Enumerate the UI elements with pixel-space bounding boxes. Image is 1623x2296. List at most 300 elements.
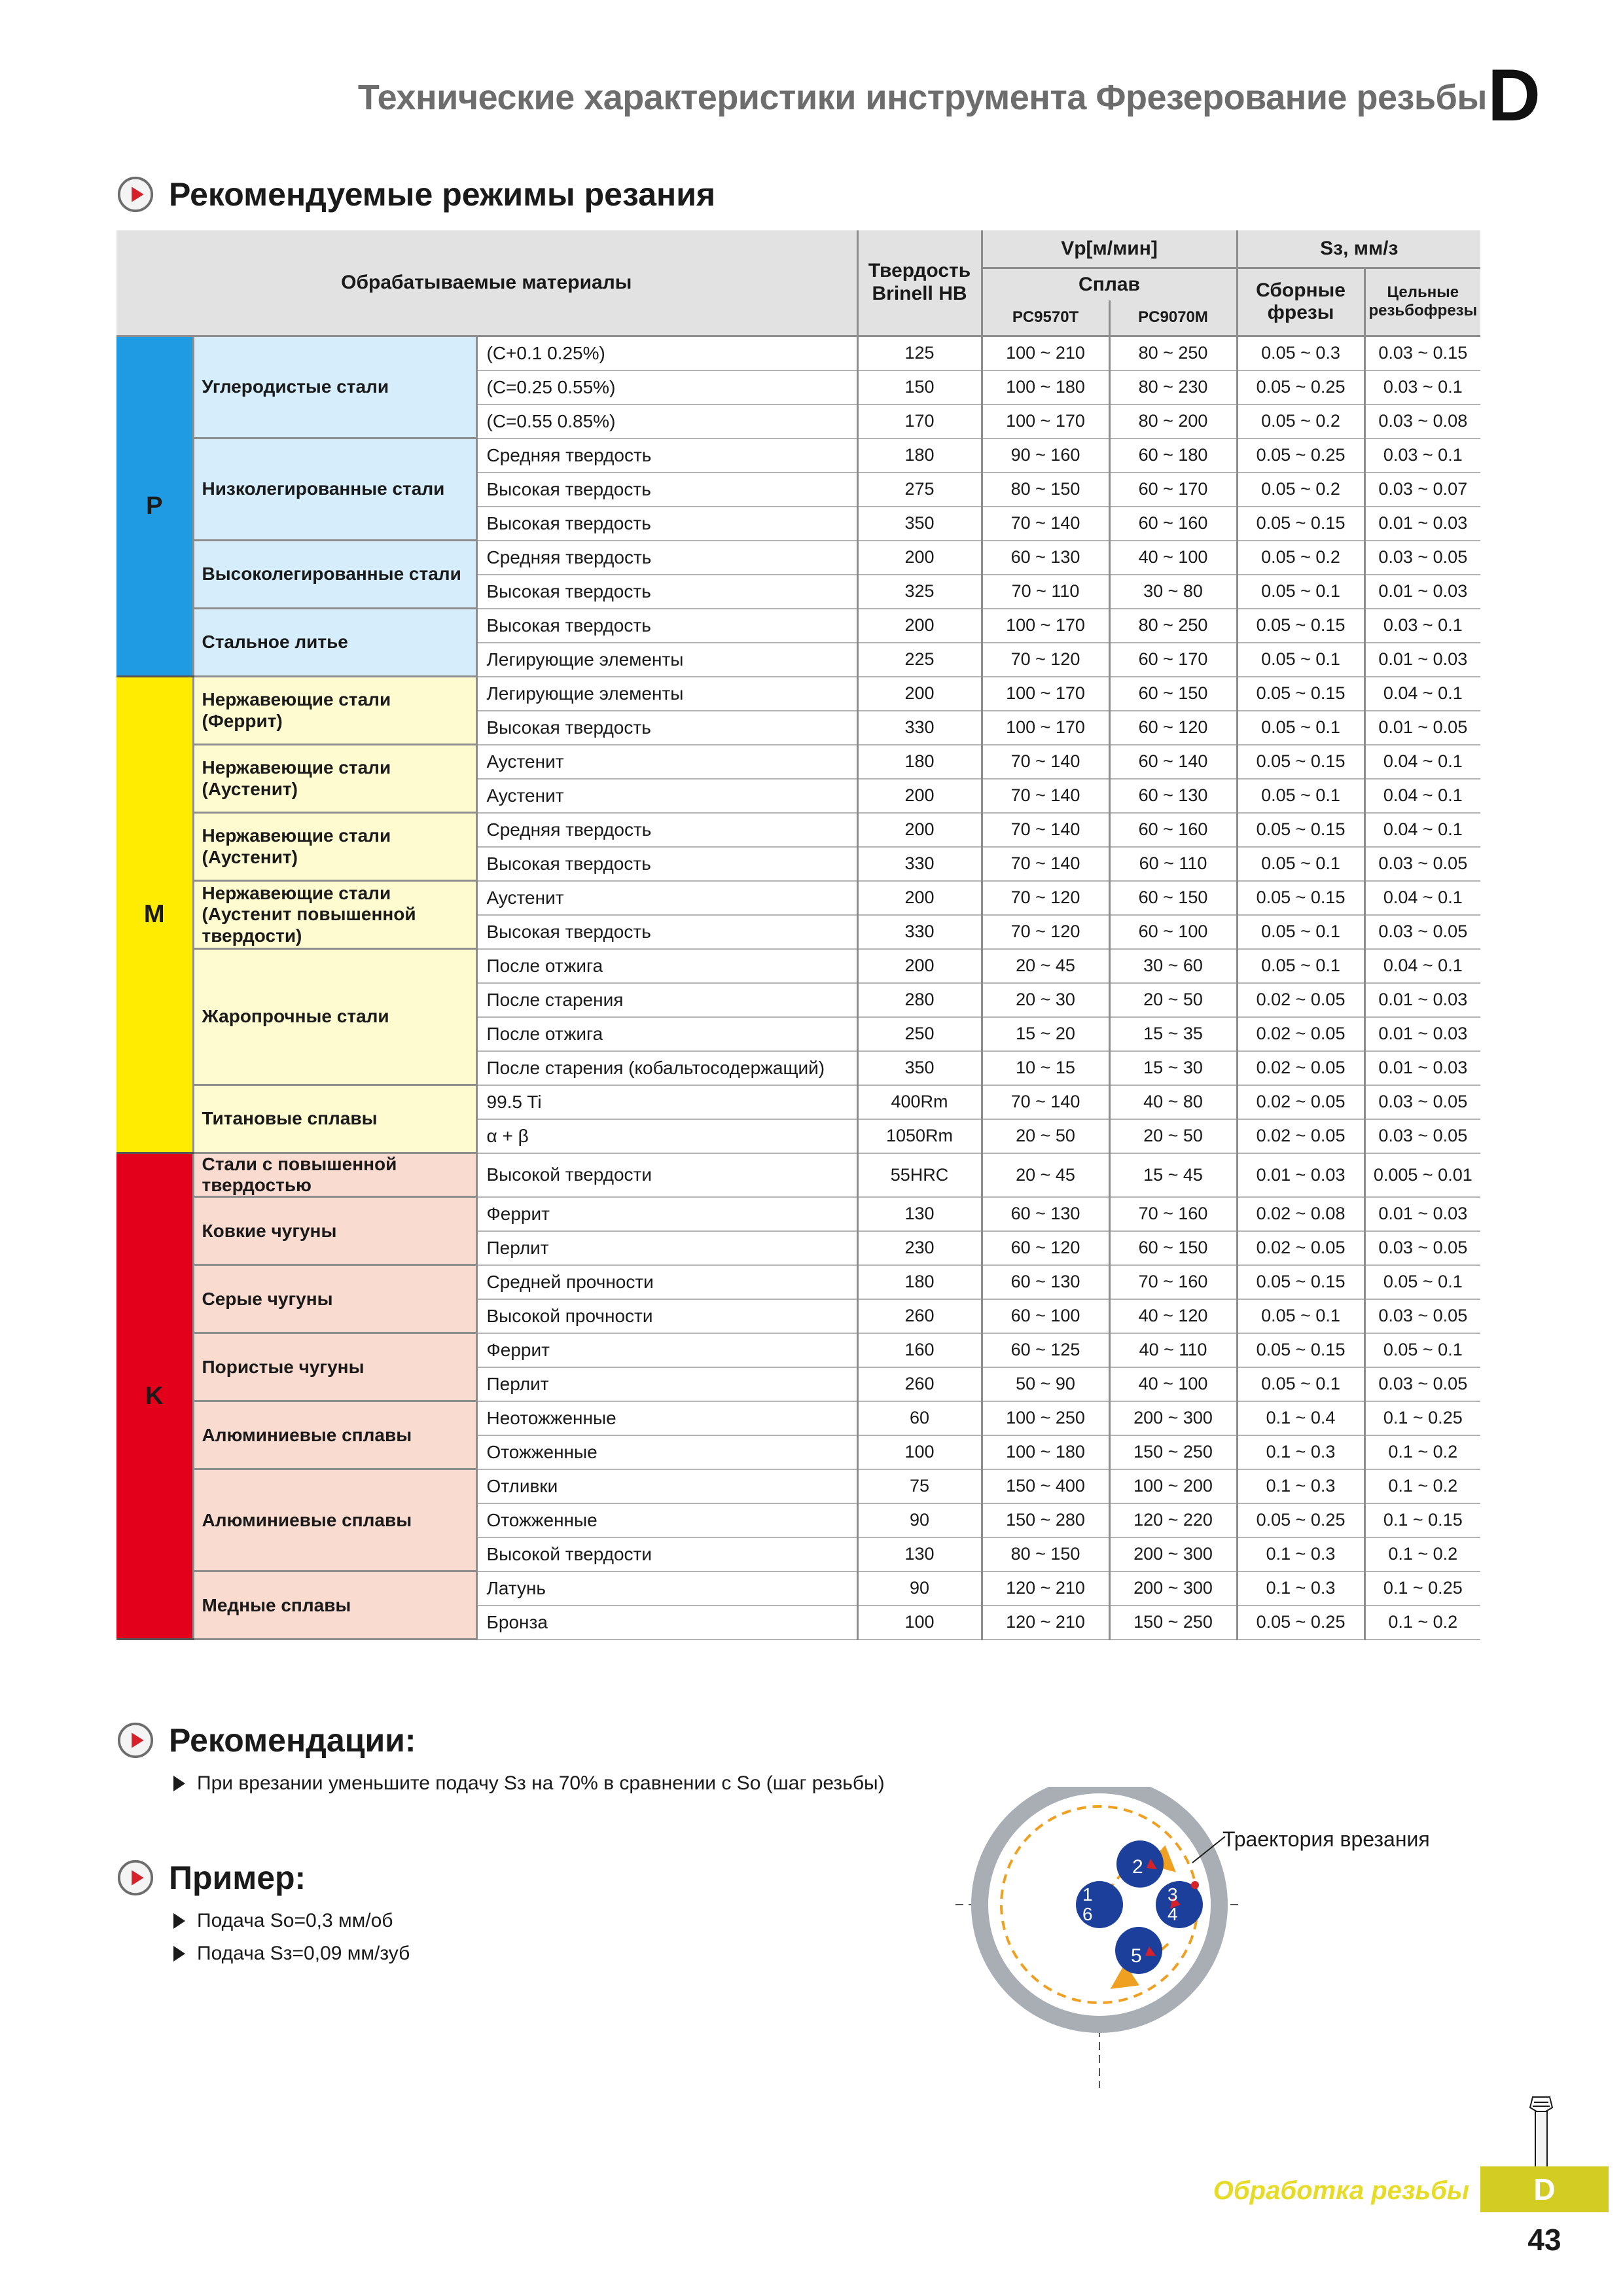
sz-solid-cell: 0.01 ~ 0.03 <box>1364 1017 1480 1051</box>
sz-assembled-cell: 0.05 ~ 0.3 <box>1237 336 1364 370</box>
condition-cell: Средняя твердость <box>476 541 857 575</box>
list-item <box>173 1937 410 1970</box>
table-row <box>116 1265 1480 1299</box>
header-sz: Sз, мм/з <box>1237 230 1480 268</box>
page-number: 43 <box>1527 2223 1561 2257</box>
hardness-cell: 100 <box>857 1605 982 1640</box>
table-row <box>116 1401 1480 1435</box>
vp-pc9570t-cell: 150 ~ 400 <box>982 1469 1109 1503</box>
vp-pc9070m-cell: 40 ~ 110 <box>1109 1333 1237 1367</box>
condition-cell: Легирующие элементы <box>476 643 857 677</box>
sz-assembled-cell: 0.02 ~ 0.05 <box>1237 1119 1364 1153</box>
vp-pc9070m-cell: 60 ~ 150 <box>1109 1231 1237 1265</box>
sz-solid-cell: 0.03 ~ 0.1 <box>1364 439 1480 473</box>
recommendation-text: При врезании уменьшите подачу Sз на 70% в сравнении с So (шаг резьбы) <box>197 1772 885 1794</box>
sz-solid-cell: 0.03 ~ 0.05 <box>1364 1367 1480 1401</box>
entry-trajectory-diagram <box>942 1787 1531 2094</box>
sz-assembled-cell: 0.05 ~ 0.1 <box>1237 575 1364 609</box>
vp-pc9070m-cell: 20 ~ 50 <box>1109 1119 1237 1153</box>
sz-solid-cell: 0.03 ~ 0.05 <box>1364 541 1480 575</box>
sz-solid-cell: 0.03 ~ 0.08 <box>1364 404 1480 439</box>
vp-pc9570t-cell: 100 ~ 180 <box>982 370 1109 404</box>
sz-solid-cell: 0.03 ~ 0.15 <box>1364 336 1480 370</box>
hardness-cell: 170 <box>857 404 982 439</box>
vp-pc9570t-cell: 60 ~ 130 <box>982 541 1109 575</box>
sz-solid-cell: 0.03 ~ 0.05 <box>1364 1299 1480 1333</box>
hardness-cell: 180 <box>857 745 982 779</box>
recommendations-list <box>173 1767 885 1800</box>
vp-pc9070m-cell: 60 ~ 180 <box>1109 439 1237 473</box>
material-name: Алюминиевые сплавы <box>193 1401 476 1469</box>
vp-pc9570t-cell: 100 ~ 170 <box>982 711 1109 745</box>
condition-cell: Высокая твердость <box>476 609 857 643</box>
vp-pc9570t-cell: 120 ~ 210 <box>982 1605 1109 1640</box>
sz-assembled-cell: 0.02 ~ 0.05 <box>1237 1085 1364 1119</box>
sz-assembled-cell: 0.05 ~ 0.15 <box>1237 507 1364 541</box>
sz-assembled-cell: 0.05 ~ 0.25 <box>1237 370 1364 404</box>
sz-assembled-cell: 0.05 ~ 0.25 <box>1237 439 1364 473</box>
hardness-cell: 90 <box>857 1503 982 1537</box>
table-row <box>116 1571 1480 1605</box>
position-label: 3 <box>1168 1884 1178 1905</box>
vp-pc9070m-cell: 200 ~ 300 <box>1109 1537 1237 1571</box>
vp-pc9070m-cell: 120 ~ 220 <box>1109 1503 1237 1537</box>
vp-pc9070m-cell: 60 ~ 170 <box>1109 643 1237 677</box>
vp-pc9570t-cell: 80 ~ 150 <box>982 473 1109 507</box>
hardness-cell: 200 <box>857 541 982 575</box>
vp-pc9570t-cell: 20 ~ 45 <box>982 1153 1109 1197</box>
vp-pc9070m-cell: 40 ~ 100 <box>1109 1367 1237 1401</box>
vp-pc9570t-cell: 50 ~ 90 <box>982 1367 1109 1401</box>
material-name: Ковкие чугуны <box>193 1197 476 1265</box>
material-name: Жаропрочные стали <box>193 949 476 1085</box>
condition-cell: 99.5 Ti <box>476 1085 857 1119</box>
table-row <box>116 1153 1480 1197</box>
table-row <box>116 1469 1480 1503</box>
vp-pc9570t-cell: 100 ~ 170 <box>982 677 1109 711</box>
vp-pc9070m-cell: 80 ~ 250 <box>1109 336 1237 370</box>
sz-assembled-cell: 0.05 ~ 0.15 <box>1237 881 1364 915</box>
condition-cell: Высокая твердость <box>476 915 857 949</box>
sz-assembled-cell: 0.05 ~ 0.15 <box>1237 813 1364 847</box>
vp-pc9070m-cell: 60 ~ 160 <box>1109 813 1237 847</box>
header-materials: Обрабатываемые материалы <box>116 230 857 336</box>
hardness-cell: 350 <box>857 1051 982 1085</box>
sz-solid-cell: 0.1 ~ 0.15 <box>1364 1503 1480 1537</box>
material-name: Нержавеющие стали (Аустенит повышенной твердости) <box>193 881 476 949</box>
vp-pc9570t-cell: 100 ~ 250 <box>982 1401 1109 1435</box>
vp-pc9070m-cell: 40 ~ 120 <box>1109 1299 1237 1333</box>
table-row <box>116 1197 1480 1231</box>
sz-solid-cell: 0.04 ~ 0.1 <box>1364 745 1480 779</box>
hardness-cell: 350 <box>857 507 982 541</box>
footer-section-label: Обработка резьбы <box>1213 2176 1469 2205</box>
condition-cell: Аустенит <box>476 745 857 779</box>
vp-pc9570t-cell: 70 ~ 140 <box>982 507 1109 541</box>
vp-pc9570t-cell: 60 ~ 125 <box>982 1333 1109 1367</box>
condition-cell: (C+0.1 0.25%) <box>476 336 857 370</box>
hardness-cell: 1050Rm <box>857 1119 982 1153</box>
sz-assembled-cell: 0.05 ~ 0.15 <box>1237 1333 1364 1367</box>
hardness-cell: 330 <box>857 847 982 881</box>
material-name: Титановые сплавы <box>193 1085 476 1153</box>
vp-pc9070m-cell: 80 ~ 250 <box>1109 609 1237 643</box>
hardness-cell: 75 <box>857 1469 982 1503</box>
vp-pc9570t-cell: 80 ~ 150 <box>982 1537 1109 1571</box>
sz-assembled-cell: 0.1 ~ 0.3 <box>1237 1469 1364 1503</box>
vp-pc9570t-cell: 100 ~ 210 <box>982 336 1109 370</box>
vp-pc9570t-cell: 70 ~ 140 <box>982 847 1109 881</box>
vp-pc9070m-cell: 70 ~ 160 <box>1109 1265 1237 1299</box>
sz-assembled-cell: 0.05 ~ 0.2 <box>1237 541 1364 575</box>
condition-cell: Высокая твердость <box>476 473 857 507</box>
example-text: Подача Sз=0,09 мм/зуб <box>197 1943 410 1964</box>
vp-pc9070m-cell: 60 ~ 110 <box>1109 847 1237 881</box>
sz-assembled-cell: 0.05 ~ 0.1 <box>1237 1367 1364 1401</box>
section-letter: D <box>1488 54 1541 136</box>
position-label: 2 <box>1132 1856 1143 1878</box>
hardness-cell: 200 <box>857 949 982 983</box>
sz-solid-cell: 0.1 ~ 0.25 <box>1364 1401 1480 1435</box>
sz-solid-cell: 0.03 ~ 0.05 <box>1364 1085 1480 1119</box>
material-group-label: K <box>116 1153 193 1640</box>
sz-assembled-cell: 0.05 ~ 0.25 <box>1237 1503 1364 1537</box>
bullet-icon <box>173 1946 185 1962</box>
header-alloy: Сплав <box>982 268 1237 300</box>
table-row <box>116 1085 1480 1119</box>
hardness-cell: 150 <box>857 370 982 404</box>
position-label: 6 <box>1082 1904 1093 1924</box>
hardness-cell: 280 <box>857 983 982 1017</box>
sz-solid-cell: 0.01 ~ 0.03 <box>1364 575 1480 609</box>
play-circle-icon <box>116 1721 154 1759</box>
list-item <box>173 1767 885 1800</box>
vp-pc9570t-cell: 10 ~ 15 <box>982 1051 1109 1085</box>
sz-solid-cell: 0.03 ~ 0.05 <box>1364 1119 1480 1153</box>
vp-pc9570t-cell: 90 ~ 160 <box>982 439 1109 473</box>
sz-solid-cell: 0.01 ~ 0.03 <box>1364 507 1480 541</box>
vp-pc9070m-cell: 15 ~ 45 <box>1109 1153 1237 1197</box>
material-name: Пористые чугуны <box>193 1333 476 1401</box>
material-name: Алюминиевые сплавы <box>193 1469 476 1571</box>
sz-solid-cell: 0.03 ~ 0.07 <box>1364 473 1480 507</box>
material-group-label: M <box>116 677 193 1153</box>
vp-pc9070m-cell: 80 ~ 200 <box>1109 404 1237 439</box>
table-row <box>116 609 1480 643</box>
vp-pc9570t-cell: 100 ~ 170 <box>982 609 1109 643</box>
sz-assembled-cell: 0.1 ~ 0.3 <box>1237 1571 1364 1605</box>
table-row <box>116 677 1480 711</box>
vp-pc9070m-cell: 60 ~ 130 <box>1109 779 1237 813</box>
section-example <box>116 1859 306 1897</box>
condition-cell: Отожженные <box>476 1503 857 1537</box>
header-assembled: Сборные фрезы <box>1237 268 1364 336</box>
table-row <box>116 881 1480 915</box>
vp-pc9570t-cell: 70 ~ 140 <box>982 779 1109 813</box>
hardness-cell: 225 <box>857 643 982 677</box>
hardness-cell: 400Rm <box>857 1085 982 1119</box>
material-group-label: P <box>116 336 193 677</box>
hardness-cell: 180 <box>857 1265 982 1299</box>
condition-cell: Высокая твердость <box>476 847 857 881</box>
vp-pc9570t-cell: 60 ~ 130 <box>982 1197 1109 1231</box>
section-recommendations <box>116 1721 416 1759</box>
vp-pc9070m-cell: 20 ~ 50 <box>1109 983 1237 1017</box>
hardness-cell: 200 <box>857 677 982 711</box>
list-item <box>173 1905 410 1937</box>
section-title: Рекомендации: <box>169 1722 416 1759</box>
vp-pc9070m-cell: 70 ~ 160 <box>1109 1197 1237 1231</box>
material-name: Стали с повышенной твердостью <box>193 1153 476 1197</box>
vp-pc9570t-cell: 70 ~ 110 <box>982 575 1109 609</box>
hardness-cell: 55HRC <box>857 1153 982 1197</box>
material-name: Нержавеющие стали (Аустенит) <box>193 813 476 881</box>
hardness-cell: 200 <box>857 779 982 813</box>
vp-pc9070m-cell: 60 ~ 150 <box>1109 881 1237 915</box>
vp-pc9570t-cell: 20 ~ 50 <box>982 1119 1109 1153</box>
vp-pc9070m-cell: 60 ~ 120 <box>1109 711 1237 745</box>
sz-solid-cell: 0.03 ~ 0.1 <box>1364 370 1480 404</box>
sz-assembled-cell: 0.05 ~ 0.1 <box>1237 949 1364 983</box>
page-header <box>0 54 1546 137</box>
sz-assembled-cell: 0.05 ~ 0.1 <box>1237 915 1364 949</box>
sz-solid-cell: 0.1 ~ 0.2 <box>1364 1469 1480 1503</box>
vp-pc9570t-cell: 20 ~ 30 <box>982 983 1109 1017</box>
material-name: Серые чугуны <box>193 1265 476 1333</box>
sz-assembled-cell: 0.05 ~ 0.15 <box>1237 745 1364 779</box>
vp-pc9570t-cell: 150 ~ 280 <box>982 1503 1109 1537</box>
vp-pc9070m-cell: 60 ~ 160 <box>1109 507 1237 541</box>
vp-pc9070m-cell: 150 ~ 250 <box>1109 1605 1237 1640</box>
header-vp: Vp[м/мин] <box>982 230 1237 268</box>
hardness-cell: 200 <box>857 609 982 643</box>
vp-pc9070m-cell: 40 ~ 100 <box>1109 541 1237 575</box>
header-hardness: Твердость Brinell HB <box>857 230 982 336</box>
sz-solid-cell: 0.1 ~ 0.2 <box>1364 1537 1480 1571</box>
sz-solid-cell: 0.1 ~ 0.25 <box>1364 1571 1480 1605</box>
vp-pc9070m-cell: 15 ~ 30 <box>1109 1051 1237 1085</box>
vp-pc9070m-cell: 15 ~ 35 <box>1109 1017 1237 1051</box>
sz-solid-cell: 0.04 ~ 0.1 <box>1364 949 1480 983</box>
sz-solid-cell: 0.04 ~ 0.1 <box>1364 813 1480 847</box>
vp-pc9070m-cell: 30 ~ 60 <box>1109 949 1237 983</box>
hardness-cell: 130 <box>857 1537 982 1571</box>
condition-cell: (C=0.25 0.55%) <box>476 370 857 404</box>
sz-assembled-cell: 0.05 ~ 0.2 <box>1237 473 1364 507</box>
vp-pc9570t-cell: 60 ~ 130 <box>982 1265 1109 1299</box>
header-solid: Цельные резьбофрезы <box>1364 268 1480 336</box>
condition-cell: Высокая твердость <box>476 711 857 745</box>
vp-pc9570t-cell: 70 ~ 140 <box>982 1085 1109 1119</box>
sz-assembled-cell: 0.02 ~ 0.08 <box>1237 1197 1364 1231</box>
condition-cell: Высокая твердость <box>476 575 857 609</box>
material-name: Низколегированные стали <box>193 439 476 541</box>
sz-solid-cell: 0.01 ~ 0.03 <box>1364 1197 1480 1231</box>
sz-solid-cell: 0.005 ~ 0.01 <box>1364 1153 1480 1197</box>
bullet-icon <box>173 1776 185 1791</box>
section-title: Рекомендуемые режимы резания <box>169 176 716 213</box>
hardness-cell: 180 <box>857 439 982 473</box>
vp-pc9570t-cell: 60 ~ 100 <box>982 1299 1109 1333</box>
material-name: Нержавеющие стали (Феррит) <box>193 677 476 745</box>
hardness-cell: 125 <box>857 336 982 370</box>
hardness-cell: 260 <box>857 1367 982 1401</box>
footer-section-tab: D <box>1480 2166 1609 2212</box>
vp-pc9570t-cell: 70 ~ 120 <box>982 881 1109 915</box>
table-row <box>116 745 1480 779</box>
hardness-cell: 230 <box>857 1231 982 1265</box>
vp-pc9570t-cell: 70 ~ 120 <box>982 915 1109 949</box>
vp-pc9570t-cell: 100 ~ 170 <box>982 404 1109 439</box>
material-name: Медные сплавы <box>193 1571 476 1640</box>
condition-cell: Отожженные <box>476 1435 857 1469</box>
sz-solid-cell: 0.03 ~ 0.05 <box>1364 915 1480 949</box>
sz-solid-cell: 0.03 ~ 0.1 <box>1364 609 1480 643</box>
vp-pc9570t-cell: 70 ~ 140 <box>982 813 1109 847</box>
material-name: Нержавеющие стали (Аустенит) <box>193 745 476 813</box>
hardness-cell: 275 <box>857 473 982 507</box>
condition-cell: Феррит <box>476 1333 857 1367</box>
position-label: 5 <box>1131 1945 1142 1967</box>
table-row <box>116 1333 1480 1367</box>
sz-assembled-cell: 0.02 ~ 0.05 <box>1237 1231 1364 1265</box>
condition-cell: Перлит <box>476 1231 857 1265</box>
vp-pc9070m-cell: 200 ~ 300 <box>1109 1571 1237 1605</box>
position-label: 4 <box>1168 1904 1178 1924</box>
sz-assembled-cell: 0.05 ~ 0.15 <box>1237 1265 1364 1299</box>
sz-solid-cell: 0.04 ~ 0.1 <box>1364 677 1480 711</box>
sz-assembled-cell: 0.01 ~ 0.03 <box>1237 1153 1364 1197</box>
vp-pc9070m-cell: 60 ~ 100 <box>1109 915 1237 949</box>
sz-assembled-cell: 0.05 ~ 0.25 <box>1237 1605 1364 1640</box>
sz-solid-cell: 0.03 ~ 0.05 <box>1364 847 1480 881</box>
hardness-cell: 325 <box>857 575 982 609</box>
sz-assembled-cell: 0.05 ~ 0.15 <box>1237 609 1364 643</box>
condition-cell: После отжига <box>476 1017 857 1051</box>
sz-solid-cell: 0.1 ~ 0.2 <box>1364 1435 1480 1469</box>
table-row <box>116 949 1480 983</box>
sz-assembled-cell: 0.02 ~ 0.05 <box>1237 1017 1364 1051</box>
vp-pc9570t-cell: 100 ~ 180 <box>982 1435 1109 1469</box>
material-name: Стальное литье <box>193 609 476 677</box>
sz-assembled-cell: 0.1 ~ 0.4 <box>1237 1401 1364 1435</box>
condition-cell: Легирующие элементы <box>476 677 857 711</box>
hardness-cell: 60 <box>857 1401 982 1435</box>
sz-assembled-cell: 0.05 ~ 0.1 <box>1237 643 1364 677</box>
table-row <box>116 439 1480 473</box>
sz-assembled-cell: 0.05 ~ 0.2 <box>1237 404 1364 439</box>
condition-cell: α + β <box>476 1119 857 1153</box>
hardness-cell: 200 <box>857 813 982 847</box>
material-name: Высоколегированные стали <box>193 541 476 609</box>
condition-cell: Высокой прочности <box>476 1299 857 1333</box>
hardness-cell: 330 <box>857 915 982 949</box>
condition-cell: Неотожженные <box>476 1401 857 1435</box>
condition-cell: Высокой твердости <box>476 1153 857 1197</box>
page-title: Технические характеристики инструмента Фрезерование резьбы <box>357 78 1487 117</box>
sz-assembled-cell: 0.05 ~ 0.1 <box>1237 1299 1364 1333</box>
vp-pc9070m-cell: 80 ~ 230 <box>1109 370 1237 404</box>
header-pc9070m: PC9070M <box>1109 300 1237 336</box>
condition-cell: Аустенит <box>476 881 857 915</box>
sz-assembled-cell: 0.05 ~ 0.15 <box>1237 677 1364 711</box>
vp-pc9570t-cell: 70 ~ 120 <box>982 643 1109 677</box>
vp-pc9070m-cell: 60 ~ 170 <box>1109 473 1237 507</box>
cutting-modes-table <box>116 230 1480 1640</box>
vp-pc9070m-cell: 60 ~ 140 <box>1109 745 1237 779</box>
hardness-cell: 90 <box>857 1571 982 1605</box>
vp-pc9570t-cell: 20 ~ 45 <box>982 949 1109 983</box>
sz-solid-cell: 0.1 ~ 0.2 <box>1364 1605 1480 1640</box>
vp-pc9570t-cell: 15 ~ 20 <box>982 1017 1109 1051</box>
sz-solid-cell: 0.01 ~ 0.03 <box>1364 983 1480 1017</box>
table-row <box>116 336 1480 370</box>
vp-pc9070m-cell: 60 ~ 150 <box>1109 677 1237 711</box>
vp-pc9070m-cell: 30 ~ 80 <box>1109 575 1237 609</box>
bullet-icon <box>173 1913 185 1929</box>
condition-cell: После старения <box>476 983 857 1017</box>
sz-solid-cell: 0.01 ~ 0.03 <box>1364 643 1480 677</box>
vp-pc9070m-cell: 100 ~ 200 <box>1109 1469 1237 1503</box>
hardness-cell: 200 <box>857 881 982 915</box>
hardness-cell: 250 <box>857 1017 982 1051</box>
hardness-cell: 100 <box>857 1435 982 1469</box>
hardness-cell: 130 <box>857 1197 982 1231</box>
sz-solid-cell: 0.04 ~ 0.1 <box>1364 881 1480 915</box>
table-body <box>116 336 1480 1640</box>
vp-pc9570t-cell: 70 ~ 140 <box>982 745 1109 779</box>
section-title: Пример: <box>169 1859 306 1896</box>
hardness-cell: 160 <box>857 1333 982 1367</box>
play-circle-icon <box>116 175 154 213</box>
position-label: 1 <box>1082 1884 1093 1905</box>
condition-cell: Феррит <box>476 1197 857 1231</box>
sz-assembled-cell: 0.1 ~ 0.3 <box>1237 1537 1364 1571</box>
sz-solid-cell: 0.05 ~ 0.1 <box>1364 1265 1480 1299</box>
condition-cell: Аустенит <box>476 779 857 813</box>
table-row <box>116 813 1480 847</box>
condition-cell: Латунь <box>476 1571 857 1605</box>
condition-cell: Высокая твердость <box>476 507 857 541</box>
sz-assembled-cell: 0.02 ~ 0.05 <box>1237 1051 1364 1085</box>
thread-mill-tool-icon <box>1526 2093 1556 2172</box>
condition-cell: Бронза <box>476 1605 857 1640</box>
vp-pc9070m-cell: 40 ~ 80 <box>1109 1085 1237 1119</box>
vp-pc9070m-cell: 150 ~ 250 <box>1109 1435 1237 1469</box>
sz-solid-cell: 0.01 ~ 0.03 <box>1364 1051 1480 1085</box>
condition-cell: Средней прочности <box>476 1265 857 1299</box>
condition-cell: (C=0.55 0.85%) <box>476 404 857 439</box>
trajectory-label: Траектория врезания <box>1222 1827 1430 1851</box>
condition-cell: После старения (кобальтосодержащий) <box>476 1051 857 1085</box>
condition-cell: Высокой твердости <box>476 1537 857 1571</box>
hardness-cell: 330 <box>857 711 982 745</box>
example-text: Подача So=0,3 мм/об <box>197 1910 393 1931</box>
sz-solid-cell: 0.04 ~ 0.1 <box>1364 779 1480 813</box>
example-list <box>173 1905 410 1970</box>
table-row <box>116 541 1480 575</box>
sz-solid-cell: 0.05 ~ 0.1 <box>1364 1333 1480 1367</box>
section-cutting-modes <box>116 175 715 213</box>
condition-cell: Средняя твердость <box>476 813 857 847</box>
play-circle-icon <box>116 1859 154 1897</box>
vp-pc9570t-cell: 60 ~ 120 <box>982 1231 1109 1265</box>
sz-solid-cell: 0.01 ~ 0.05 <box>1364 711 1480 745</box>
vp-pc9570t-cell: 120 ~ 210 <box>982 1571 1109 1605</box>
sz-solid-cell: 0.03 ~ 0.05 <box>1364 1231 1480 1265</box>
sz-assembled-cell: 0.02 ~ 0.05 <box>1237 983 1364 1017</box>
hardness-cell: 260 <box>857 1299 982 1333</box>
